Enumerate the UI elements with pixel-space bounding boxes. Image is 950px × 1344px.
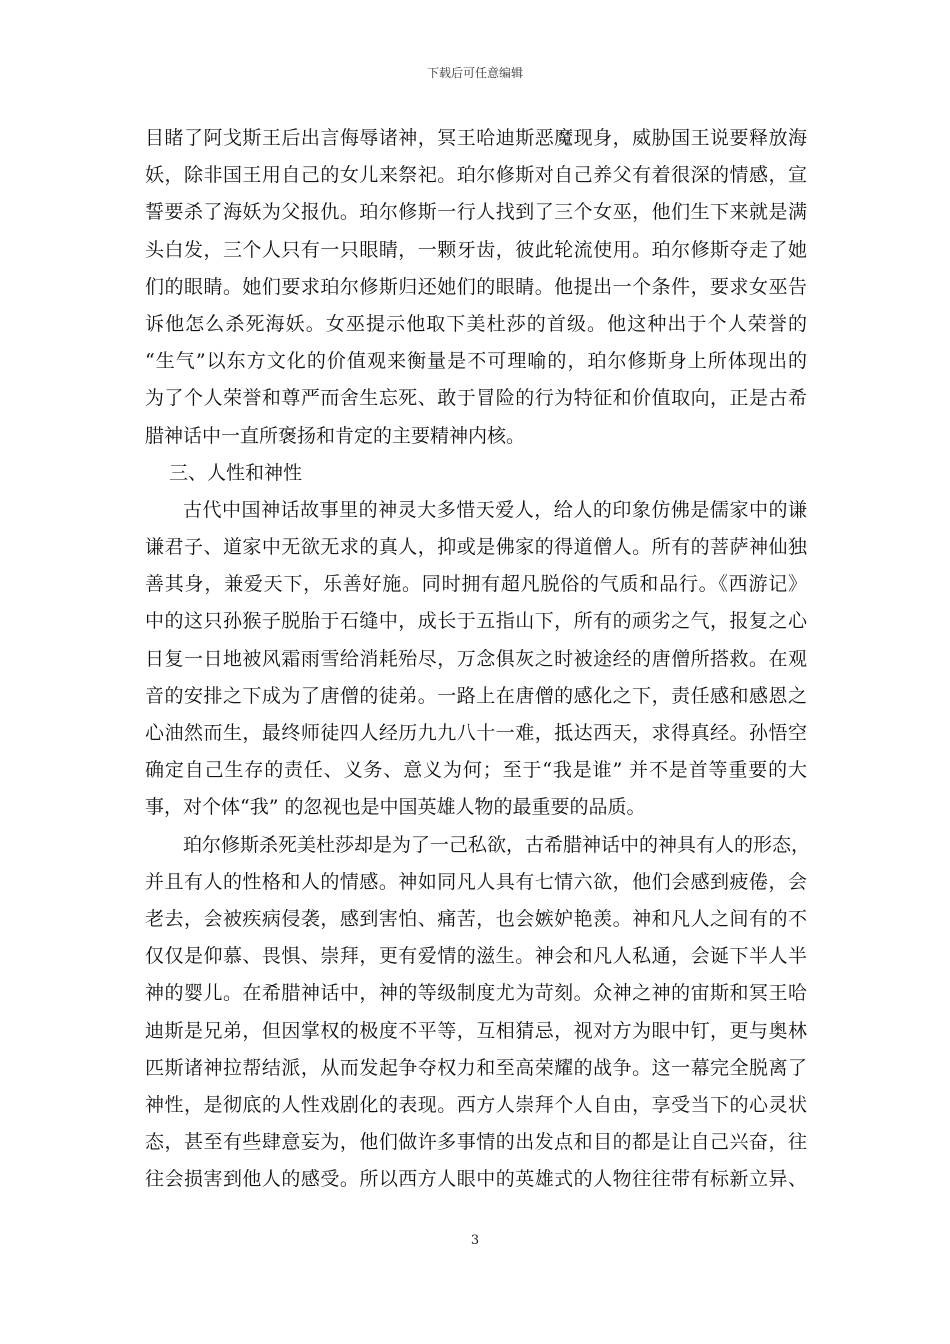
text-line: 并且有人的性格和人的情感。神如同凡人具有七情六欲，他们会感到疲倦，会 [145, 870, 807, 893]
document-body [145, 120, 811, 1198]
text-line: 事，对个体“我” 的忽视也是中国英雄人物的最重要的品质。 [145, 796, 646, 819]
text-line: 确定自己生存的责任、义务、意义为何；至于“我是谁” 并不是首等重要的大 [145, 759, 807, 782]
text-line: 老去，会被疾病侵袭，感到害怕、痛苦，也会嫉妒艳羡。神和凡人之间有的不 [145, 907, 807, 930]
text-line: 善其身，兼爱天下，乐善好施。同时拥有超凡脱俗的气质和品行。《西游记》 [145, 573, 807, 596]
text-line: 头白发，三个人只有一只眼睛，一颗牙齿，彼此轮流使用。珀尔修斯夺走了她 [145, 238, 807, 261]
text-line: 迪斯是兄弟，但因掌权的极度不平等，互相猜忌，视对方为眼中钉，更与奥林 [145, 1019, 807, 1042]
text-line: 们的眼睛。她们要求珀尔修斯归还她们的眼睛。他提出一个条件，要求女巫告 [145, 275, 807, 298]
page-header: 下载后可任意编辑 [426, 66, 523, 80]
text-line: 诉他怎么杀死海妖。女巫提示他取下美杜莎的首级。他这种出于个人荣誉的 [145, 312, 807, 335]
text-line: 古代中国神话故事里的神灵大多惜天爱人，给人的印象仿佛是儒家中的谦 [183, 498, 807, 521]
text-line: 腊神话中一直所褒扬和肯定的主要精神内核。 [145, 424, 526, 447]
text-line: 妖，除非国王用自己的女儿来祭祀。珀尔修斯对自己养父有着很深的情感，宣 [145, 164, 807, 187]
text-line: 态，甚至有些肆意妄为，他们做许多事情的出发点和目的都是让自己兴奋，往 [145, 1131, 807, 1154]
text-line: 神的婴儿。在希腊神话中，神的等级制度尤为苛刻。众神之神的宙斯和冥王哈 [145, 982, 807, 1005]
text-line: 为了个人荣誉和尊严而舍生忘死、敢于冒险的行为特征和价值取向，正是古希 [145, 387, 807, 410]
text-line: 仅仅是仰慕、畏惧、崇拜，更有爱情的滋生。神会和凡人私通，会诞下半人半 [145, 945, 807, 968]
text-line: 珀尔修斯杀死美杜莎却是为了一己私欲，古希腊神话中的神具有人的形态， [183, 833, 811, 856]
section-heading: 三、人性和神性 [169, 461, 303, 484]
text-line: 匹斯诸神拉帮结派，从而发起争夺权力和至高荣耀的战争。这一幕完全脱离了 [145, 1056, 807, 1079]
text-line: 誓要杀了海妖为父报仇。珀尔修斯一行人找到了三个女巫，他们生下来就是满 [145, 201, 807, 224]
text-line: 日复一日地被风霜雨雪给消耗殆尽，万念俱灰之时被途经的唐僧所搭救。在观 [145, 647, 807, 670]
text-line: “生气”以东方文化的价值观来衡量是不可理喻的，珀尔修斯身上所体现出的 [145, 350, 807, 373]
text-line: 心油然而生，最终师徒四人经历九九八十一难，抵达西天，求得真经。孙悟空 [145, 722, 807, 744]
text-line: 神性，是彻底的人性戏剧化的表现。西方人崇拜个人自由，享受当下的心灵状 [145, 1093, 807, 1116]
text-line: 往会损害到他人的感受。所以西方人眼中的英雄式的人物往往带有标新立异、 [145, 1168, 807, 1191]
page-number: 3 [470, 1233, 480, 1248]
text-line: 中的这只孙猴子脱胎于石缝中，成长于五指山下，所有的顽劣之气，报复之心 [145, 610, 807, 633]
text-line: 音的安排之下成为了唐僧的徒弟。一路上在唐僧的感化之下，责任感和感恩之 [145, 684, 807, 707]
text-line: 谦君子、道家中无欲无求的真人，抑或是佛家的得道僧人。所有的菩萨神仙独 [145, 536, 807, 559]
text-line: 目睹了阿戈斯王后出言侮辱诸神，冥王哈迪斯恶魔现身，威胁国王说要释放海 [145, 127, 807, 149]
